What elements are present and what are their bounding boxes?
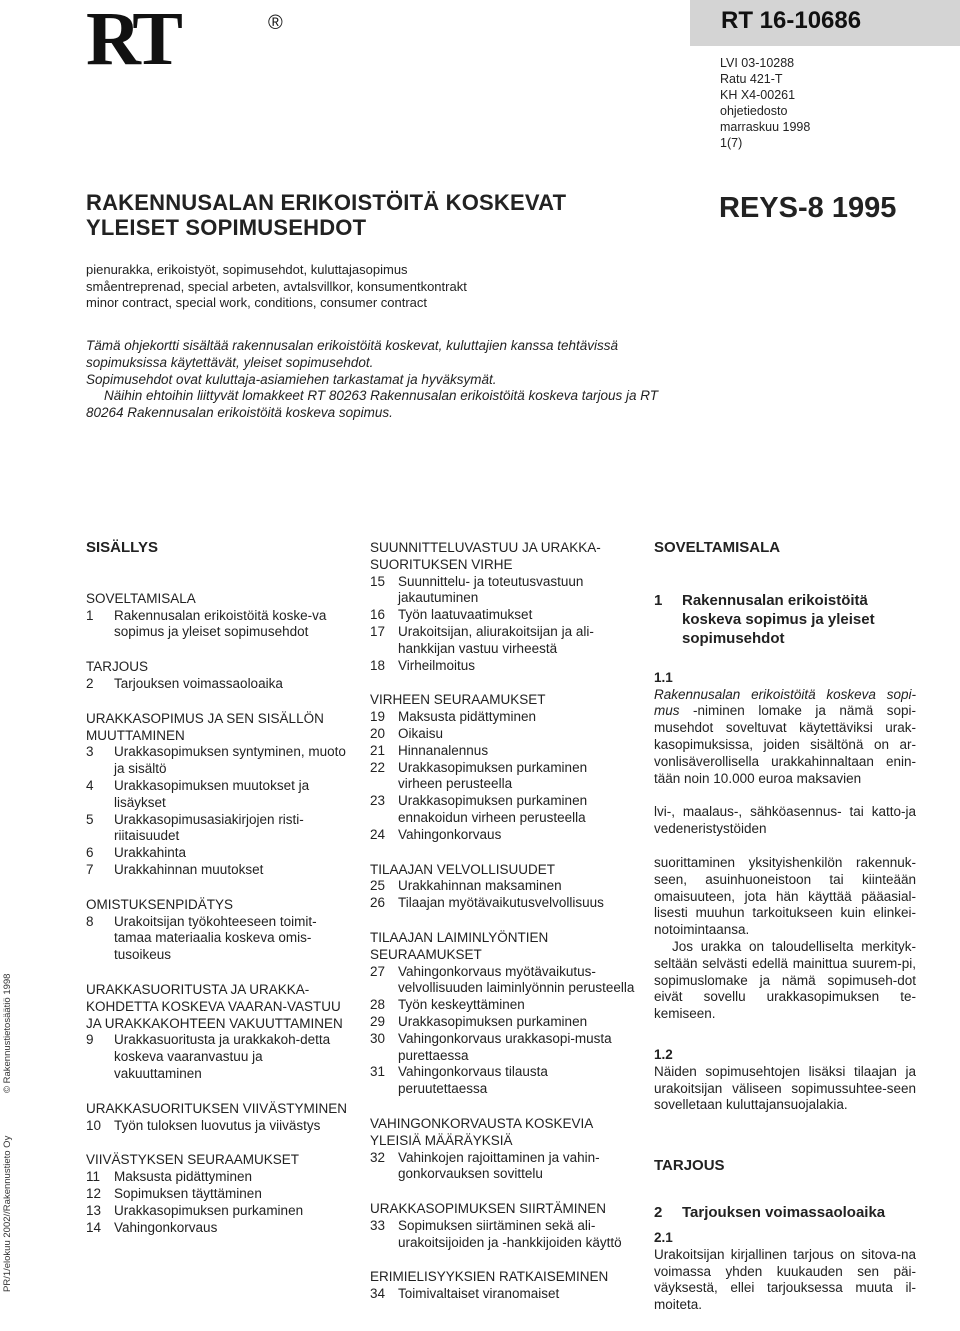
reys-code: REYS-8 1995 bbox=[719, 192, 897, 224]
toc-item bbox=[370, 726, 635, 743]
toc-item-text: Urakkasopimuksen purkaminen bbox=[398, 1013, 588, 1029]
subsection-number: 2.1 bbox=[654, 1229, 673, 1245]
toc-item-number: 32 bbox=[370, 1149, 386, 1165]
toc-item bbox=[86, 744, 348, 778]
toc-group-title: SUUNNITTELUVASTUU JA URAKKA-SUORITUKSEN VIRHE bbox=[370, 540, 601, 572]
subsection-number: 1.1 bbox=[654, 669, 673, 685]
toc-item bbox=[370, 574, 635, 608]
toc-group-title: VIIVÄSTYKSEN SEURAAMUKSET bbox=[86, 1152, 300, 1168]
intro-paragraph: Tämä ohjekortti sisältää rakennusalan erikoistöitä koskevat, kuluttajien kanssa tehtävissä sopimuksissa käytettävät, yleiset sopimusehdot. bbox=[86, 338, 619, 370]
toc-item-number: 4 bbox=[86, 777, 94, 793]
heading-number: 2 bbox=[654, 1203, 663, 1221]
toc-item-number: 6 bbox=[86, 845, 94, 861]
toc-group-title: ERIMIELISYYKSIEN RATKAISEMINEN bbox=[370, 1269, 609, 1285]
toc-item-number: 20 bbox=[370, 725, 386, 741]
intro-paragraph: Sopimusehdot ovat kuluttaja-asiamiehen tarkastamat ja hyväksymät. bbox=[86, 371, 497, 387]
toc-item-text: Vahingonkorvaus bbox=[114, 1219, 218, 1235]
toc-item-text: Urakkasopimuksen syntyminen, muoto ja sisältö bbox=[114, 744, 346, 777]
toc-item bbox=[86, 1032, 348, 1082]
toc-group bbox=[370, 1269, 635, 1303]
toc-item bbox=[86, 1203, 348, 1220]
toc-item-text: Maksusta pidättyminen bbox=[114, 1169, 253, 1185]
section-soveltamisala: SOVELTAMISALA bbox=[654, 539, 781, 556]
toc-item-number: 34 bbox=[370, 1286, 386, 1302]
toc-column-1 bbox=[86, 540, 348, 1254]
toc-item-text: Urakkahinta bbox=[114, 845, 187, 861]
toc-group bbox=[370, 930, 635, 1098]
toc-item bbox=[370, 895, 635, 912]
meta-line: KH X4-00261 bbox=[720, 88, 796, 102]
toc-item-text: Urakkasopimuksen purkaminen ennakoidun virheen perusteella bbox=[398, 793, 588, 825]
paragraph: Jos urakka on taloudelliselta merkityk-seltään selvästi edellä mainittua suurem-pi, sopimuslomake ja nämä sopimuseh-dot eivät sovellu urakkasopimuksen te-kemiseen. bbox=[654, 938, 916, 1022]
title-line: YLEISET SOPIMUSEHDOT bbox=[86, 215, 367, 240]
sidebar-imprint bbox=[2, 974, 13, 1292]
form-name: Rakennusalan erikoistöitä koskeva sopi-mus bbox=[654, 686, 916, 719]
toc-group-title: VAHINGONKORVAUSTA KOSKEVIA YLEISIÄ MÄÄRÄYKSIÄ bbox=[370, 1115, 593, 1148]
toc-item-number: 24 bbox=[370, 826, 386, 842]
heading-number: 1 bbox=[654, 591, 663, 609]
toc-item-number: 5 bbox=[86, 811, 94, 827]
toc-item-number: 8 bbox=[86, 913, 94, 929]
toc-item-number: 17 bbox=[370, 623, 386, 639]
meta-line: LVI 03-10288 bbox=[720, 56, 795, 70]
toc-item-number: 11 bbox=[86, 1169, 101, 1185]
toc-item-text: Virheilmoitus bbox=[398, 657, 476, 673]
toc-group bbox=[370, 692, 635, 843]
paragraph-1-1 bbox=[654, 687, 916, 788]
keyword-line: småentreprenad, special arbeten, avtalsvillkor, konsumentkontrakt bbox=[86, 278, 467, 294]
keywords bbox=[86, 262, 467, 312]
toc-group bbox=[370, 1116, 635, 1183]
toc-item-text: Sopimuksen siirtäminen sekä ali-urakoitsijoiden ja -hankkijoiden käyttö bbox=[398, 1217, 622, 1250]
toc-item bbox=[370, 793, 635, 827]
toc-item bbox=[86, 845, 348, 862]
toc-item bbox=[86, 812, 348, 846]
toc-item-number: 29 bbox=[370, 1013, 386, 1029]
toc-column-2 bbox=[370, 540, 635, 1321]
toc-group bbox=[86, 1101, 348, 1135]
toc-group bbox=[370, 540, 635, 674]
toc-item-text: Urakkasopimuksen purkaminen virheen perusteella bbox=[398, 759, 588, 792]
toc-item-text: Urakkasopimusasiakirjojen risti-riitaisuudet bbox=[114, 811, 304, 844]
toc-group-title: TILAAJAN VELVOLLISUUDET bbox=[370, 861, 556, 877]
toc-group-title: TARJOUS bbox=[86, 659, 149, 675]
toc-item-number: 7 bbox=[86, 861, 94, 877]
toc-group-title: OMISTUKSENPIDÄTYS bbox=[86, 896, 234, 912]
section-tarjous: TARJOUS bbox=[654, 1157, 725, 1175]
toc-group bbox=[370, 862, 635, 912]
imprint-left: PR/1/elokuu 2002//Rakennustieto Oy bbox=[2, 1135, 13, 1292]
toc-item-text: Rakennusalan erikoistöitä koske-va sopimus ja yleiset sopimusehdot bbox=[114, 607, 327, 640]
paragraph: lvi-, maalaus-, sähköasennus- tai katto-ja vedeneristystöiden bbox=[654, 804, 916, 837]
toc-item-text: Urakkasopimuksen purkaminen bbox=[114, 1202, 304, 1218]
toc-group-title: VIRHEEN SEURAAMUKSET bbox=[370, 692, 546, 708]
toc-item-text: Urakoitsijan työkohteeseen toimit-tamaa materiaalia koskeva omis-tusoikeus bbox=[114, 913, 317, 963]
body-column bbox=[654, 540, 916, 1331]
toc-item bbox=[86, 608, 348, 642]
toc-item bbox=[370, 658, 635, 675]
intro-paragraph: Näihin ehtoihin liittyvät lomakkeet RT 80263 Rakennusalan erikoistöitä koskeva tarjous ja RT 80264 Rakennusalan erikoistöitä koskeva sopimus. bbox=[86, 388, 659, 421]
toc-item-number: 9 bbox=[86, 1032, 94, 1048]
toc-item-number: 27 bbox=[370, 963, 386, 979]
subsection-number: 1.2 bbox=[654, 1046, 673, 1062]
meta-line: marraskuu 1998 bbox=[720, 120, 811, 134]
toc-item bbox=[370, 624, 635, 658]
toc-item bbox=[86, 914, 348, 964]
toc-item bbox=[86, 1118, 348, 1135]
toc-item bbox=[370, 607, 635, 624]
toc-item-number: 23 bbox=[370, 793, 386, 809]
toc-item-number: 2 bbox=[86, 675, 94, 691]
toc-item bbox=[370, 1150, 635, 1184]
toc-heading: SISÄLLYS bbox=[86, 539, 158, 556]
toc-item-text: Työn laatuvaatimukset bbox=[398, 607, 533, 623]
toc-group bbox=[86, 659, 348, 693]
toc-item bbox=[86, 1186, 348, 1203]
toc-item-number: 14 bbox=[86, 1219, 102, 1235]
toc-item bbox=[86, 1220, 348, 1237]
toc-item bbox=[370, 760, 635, 794]
toc-item bbox=[370, 1286, 635, 1303]
paragraph bbox=[654, 855, 916, 939]
toc-item-text: Vahingonkorvaus urakkasopi-musta purettaessa bbox=[398, 1030, 612, 1063]
meta-line: ohjetiedosto bbox=[720, 104, 788, 118]
imprint-right: © Rakennustietosäätiö 1998 bbox=[2, 973, 13, 1094]
registered-mark: ® bbox=[268, 12, 283, 34]
toc-item-text: Maksusta pidättyminen bbox=[398, 709, 537, 725]
toc-item bbox=[370, 709, 635, 726]
toc-group bbox=[86, 711, 348, 879]
intro-text bbox=[86, 338, 666, 422]
toc-item-text: Urakkasopimuksen muutokset ja lisäykset bbox=[114, 777, 310, 810]
heading-text: Rakennusalan erikoistöitä koskeva sopimus ja yleiset sopimusehdot bbox=[682, 591, 875, 647]
toc-group bbox=[86, 982, 348, 1083]
toc-item bbox=[370, 997, 635, 1014]
meta-line: 1(7) bbox=[720, 136, 743, 150]
toc-item bbox=[370, 1218, 635, 1252]
document-meta bbox=[720, 55, 810, 151]
document-code: RT 16-10686 bbox=[721, 7, 862, 34]
toc-item-number: 1 bbox=[86, 607, 94, 623]
toc-item bbox=[86, 1169, 348, 1186]
toc-item bbox=[370, 878, 635, 895]
toc-item-number: 33 bbox=[370, 1217, 386, 1233]
toc-item bbox=[86, 676, 348, 693]
toc-item-number: 21 bbox=[370, 742, 386, 758]
toc-item-text: Urakkahinnan muutokset bbox=[114, 861, 264, 877]
toc-item-number: 19 bbox=[370, 709, 386, 725]
keyword-line: pienurakka, erikoistyöt, sopimusehdot, kuluttajasopimus bbox=[86, 262, 408, 277]
toc-group-title: URAKKASOPIMUKSEN SIIRTÄMINEN bbox=[370, 1201, 607, 1217]
toc-item-number: 26 bbox=[370, 895, 386, 911]
toc-item bbox=[370, 827, 635, 844]
keyword-line: minor contract, special work, conditions, consumer contract bbox=[86, 295, 428, 310]
heading-1 bbox=[654, 591, 916, 648]
toc-group bbox=[370, 1201, 635, 1251]
toc-item bbox=[370, 1031, 635, 1065]
toc-item-text: Työn tuloksen luovutus ja viivästys bbox=[114, 1117, 321, 1133]
toc-item-text: Vahinkojen rajoittaminen ja vahin-gonkorvauksen sovittelu bbox=[398, 1149, 600, 1182]
paragraph-2-1: Urakoitsijan kirjallinen tarjous on sitova-na voimassa yhden kuukauden sen päi-väyksestä, ellei tarjouksessa muuta il-moiteta. bbox=[654, 1246, 916, 1313]
heading-text: Tarjouksen voimassaoloaika bbox=[682, 1203, 886, 1221]
toc-item-number: 13 bbox=[86, 1202, 102, 1218]
paragraph-1-2: Näiden sopimusehtojen lisäksi tilaajan ja urakoitsijan väliseen sopimussuhtee-seen sovelletaan kuluttajansuojalakia. bbox=[654, 1063, 916, 1113]
document-title bbox=[86, 190, 566, 240]
toc-item-number: 10 bbox=[86, 1117, 102, 1133]
toc-group-title: SOVELTAMISALA bbox=[86, 590, 196, 606]
toc-item-number: 3 bbox=[86, 744, 94, 760]
toc-item-text: Vahingonkorvaus tilausta peruutettaessa bbox=[398, 1064, 548, 1097]
toc-item-number: 30 bbox=[370, 1030, 386, 1046]
toc-item bbox=[370, 743, 635, 760]
toc-item-text: Työn keskeyttäminen bbox=[398, 997, 525, 1013]
toc-item-text: Tilaajan myötävaikutusvelvollisuus bbox=[398, 895, 604, 911]
toc-item-text: Sopimuksen täyttäminen bbox=[114, 1185, 262, 1201]
toc-group-title: URAKKASUORITUKSEN VIIVÄSTYMINEN bbox=[86, 1100, 348, 1116]
toc-item bbox=[370, 1064, 635, 1098]
toc-group-title: TILAAJAN LAIMINLYÖNTIEN SEURAAMUKSET bbox=[370, 929, 549, 962]
toc-group-title: URAKKASUORITUSTA JA URAKKA-KOHDETTA KOSKEVA VAARAN-VASTUU JA URAKKAKOHTEEN VAKUUTTAMINEN bbox=[86, 981, 343, 1031]
paragraph-text: -niminen lomake ja nämä sopi-musehdot soveltuvat käytettäviksi urak-kasopimuksissa, joiden sisältönä on ar-vonlisäverollisella urakkahinnaltaan enin-tään noin 10.000 euroa maksavien bbox=[654, 703, 916, 786]
toc-item-text: Tarjouksen voimassaoloaika bbox=[114, 675, 283, 691]
toc-group bbox=[86, 591, 348, 641]
heading-2 bbox=[654, 1203, 916, 1222]
toc-item-number: 28 bbox=[370, 997, 386, 1013]
toc-item-text: Hinnanalennus bbox=[398, 742, 489, 758]
toc-item-text: Urakkasuoritusta ja urakkakoh-detta koskeva vaaranvastuu ja vakuuttaminen bbox=[114, 1032, 331, 1081]
toc-item-text: Toimivaltaiset viranomaiset bbox=[398, 1286, 560, 1302]
toc-item-text: Urakkahinnan maksaminen bbox=[398, 878, 562, 894]
toc-item bbox=[86, 778, 348, 812]
toc-item-text: Oikaisu bbox=[398, 725, 444, 741]
toc-item-number: 31 bbox=[370, 1064, 386, 1080]
meta-line: Ratu 421-T bbox=[720, 72, 783, 86]
toc-item-number: 25 bbox=[370, 878, 386, 894]
toc-item bbox=[370, 1014, 635, 1031]
toc-item-text: Vahingonkorvaus myötävaikutus-velvollisuuden laiminlyönnin perusteella bbox=[398, 963, 635, 996]
toc-item-text: Suunnittelu- ja toteutusvastuun jakautuminen bbox=[398, 573, 584, 606]
paragraph-text: suorittaminen yksityishenkilön rakennuk-seen, asuinhuoneistoon tai kiinteään omaisuuteen, jota hän käyttää pääasial-lisesti muuhun tarkoitukseen kuin elinkei-notoimintaansa. bbox=[654, 854, 916, 938]
toc-group bbox=[86, 1152, 348, 1236]
toc-item-number: 12 bbox=[86, 1185, 102, 1201]
toc-item-text: Vahingonkorvaus bbox=[398, 826, 502, 842]
logo-text: RT bbox=[86, 0, 177, 81]
toc-item bbox=[86, 862, 348, 879]
rt-logo bbox=[86, 0, 283, 81]
toc-item bbox=[370, 964, 635, 998]
toc-item-number: 22 bbox=[370, 759, 386, 775]
toc-item-number: 18 bbox=[370, 657, 386, 673]
toc-group bbox=[86, 897, 348, 964]
title-line: RAKENNUSALAN ERIKOISTÖITÄ KOSKEVAT bbox=[86, 190, 567, 215]
toc-item-number: 15 bbox=[370, 573, 386, 589]
toc-item-number: 16 bbox=[370, 607, 386, 623]
toc-item-text: Urakoitsijan, aliurakoitsijan ja ali-hankkijan vastuu virheestä bbox=[398, 623, 594, 656]
toc-group-title: URAKKASOPIMUS JA SEN SISÄLLÖN MUUTTAMINEN bbox=[86, 710, 324, 743]
